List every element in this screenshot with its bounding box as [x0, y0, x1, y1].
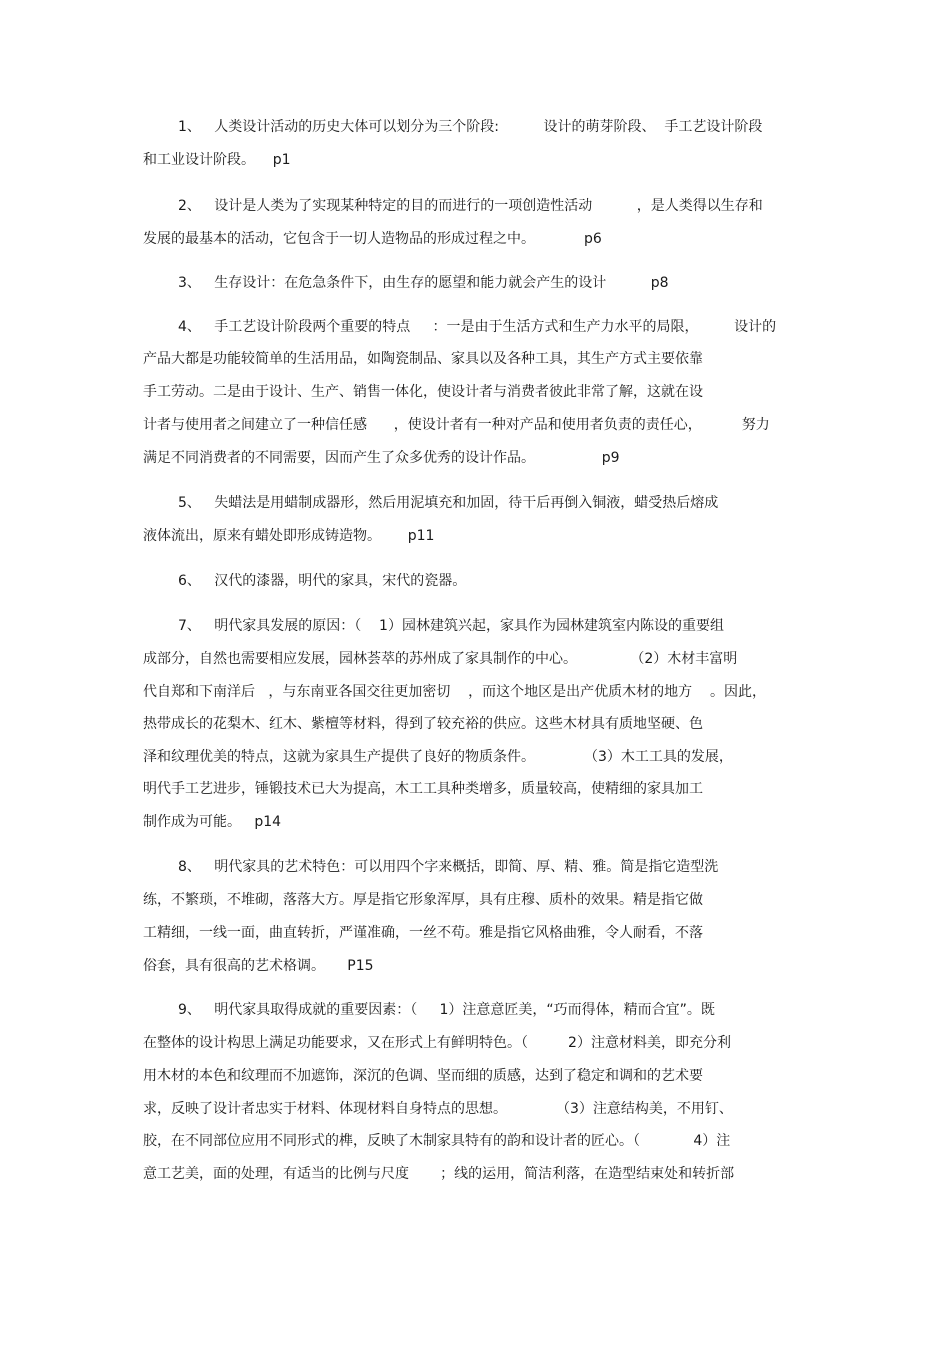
- item-2-line-1: 2、 设计是人类为了实现某种特定的目的而进行的一项创造性活动 ，是人类得以生存和: [178, 198, 763, 214]
- item-9-line-2: 在整体的设计构思上满足功能要求，又在形式上有鲜明特色。（ 2）注意材料美，即充分利: [143, 1035, 731, 1051]
- item-7-line-3: 代自郑和下南洋后 ，与东南亚各国交往更加密切 ，而这个地区是出产优质木材的地方 。因此，: [143, 684, 766, 700]
- item-1-line-2: 和工业设计阶段。 p1: [143, 152, 291, 168]
- item-8-line-2: 练，不繁琐，不堆砌，落落大方。厚是指它形象浑厚，具有庄穆、质朴的效果。精是指它做: [143, 892, 703, 908]
- item-7-line-4: 热带成长的花梨木、红木、紫檀等材料，得到了较充裕的供应。这些木材具有质地坚硬、色: [143, 716, 703, 732]
- item-9-line-1: 9、 明代家具取得成就的重要因素：（ 1）注意意匠美，“巧而得体，精而合宜”。既: [178, 1002, 715, 1018]
- item-9-line-6: 意工艺美，面的处理，有适当的比例与尺度 ；线的运用，简洁利落，在造型结束处和转折部: [143, 1166, 735, 1182]
- item-7-line-2: 成部分，自然也需要相应发展，园林荟萃的苏州成了家具制作的中心。 （2）木材丰富明: [143, 651, 738, 667]
- item-4-line-2: 产品大都是功能较简单的生活用品，如陶瓷制品、家具以及各种工具，其生产方式主要依靠: [143, 351, 703, 367]
- item-4-line-5: 满足不同消费者的不同需要，因而产生了众多优秀的设计作品。 p9: [143, 450, 620, 466]
- item-1-line-1: 1、 人类设计活动的历史大体可以划分为三个阶段: 设计的萌芽阶段、 手工艺设计阶段: [178, 119, 763, 135]
- item-7-line-1: 7、 明代家具发展的原因：（ 1）园林建筑兴起，家具作为园林建筑室内陈设的重要组: [178, 618, 724, 634]
- item-4-line-4: 计者与使用者之间建立了一种信任感 ，使设计者有一种对产品和使用者负责的责任心， 努力: [143, 417, 770, 433]
- item-5-line-1: 5、 失蜡法是用蜡制成器形，然后用泥填充和加固，待干后再倒入铜液，蜡受热后熔成: [178, 495, 719, 511]
- item-7-line-6: 明代手工艺进步，锤锻技术已大为提高，木工工具种类增多，质量较高，使精细的家具加工: [143, 781, 703, 797]
- item-9-line-4: 求，反映了设计者忠实于材料、体现材料自身特点的思想。 （3）注意结构美，不用钉、: [143, 1101, 733, 1117]
- item-5-line-2: 液体流出，原来有蜡处即形成铸造物。 p11: [143, 528, 435, 544]
- item-7-line-5: 泽和纹理优美的特点，这就为家具生产提供了良好的物质条件。 （3）木工工具的发展，: [143, 749, 733, 765]
- item-8-line-3: 工精细，一线一面，曲直转折，严谨准确，一丝不苟。雅是指它风格曲雅，令人耐看，不落: [143, 925, 703, 941]
- item-6-line-1: 6、 汉代的漆器，明代的家具，宋代的瓷器。: [178, 573, 467, 589]
- item-8-line-1: 8、 明代家具的艺术特色：可以用四个字来概括，即简、厚、精、雅。简是指它造型洗: [178, 859, 719, 875]
- item-3-line-1: 3、 生存设计：在危急条件下，由生存的愿望和能力就会产生的设计 p8: [178, 275, 669, 291]
- item-9-line-3: 用木材的本色和纹理而不加遮饰，深沉的色调、坚而细的质感，达到了稳定和调和的艺术要: [143, 1068, 703, 1084]
- item-4-line-1: 4、 手工艺设计阶段两个重要的特点 ：一是由于生活方式和生产力水平的局限， 设计的: [178, 319, 777, 335]
- item-8-line-4: 俗套，具有很高的艺术格调。 P15: [143, 958, 374, 974]
- item-2-line-2: 发展的最基本的活动，它包含于一切人造物品的形成过程之中。 p6: [143, 231, 602, 247]
- item-4-line-3: 手工劳动。二是由于设计、生产、销售一体化，使设计者与消费者彼此非常了解，这就在设: [143, 384, 703, 400]
- item-9-line-5: 胶，在不同部位应用不同形式的榫，反映了木制家具特有的韵和设计者的匠心。（ 4）注: [143, 1133, 731, 1149]
- item-7-line-7: 制作成为可能。 p14: [143, 814, 282, 830]
